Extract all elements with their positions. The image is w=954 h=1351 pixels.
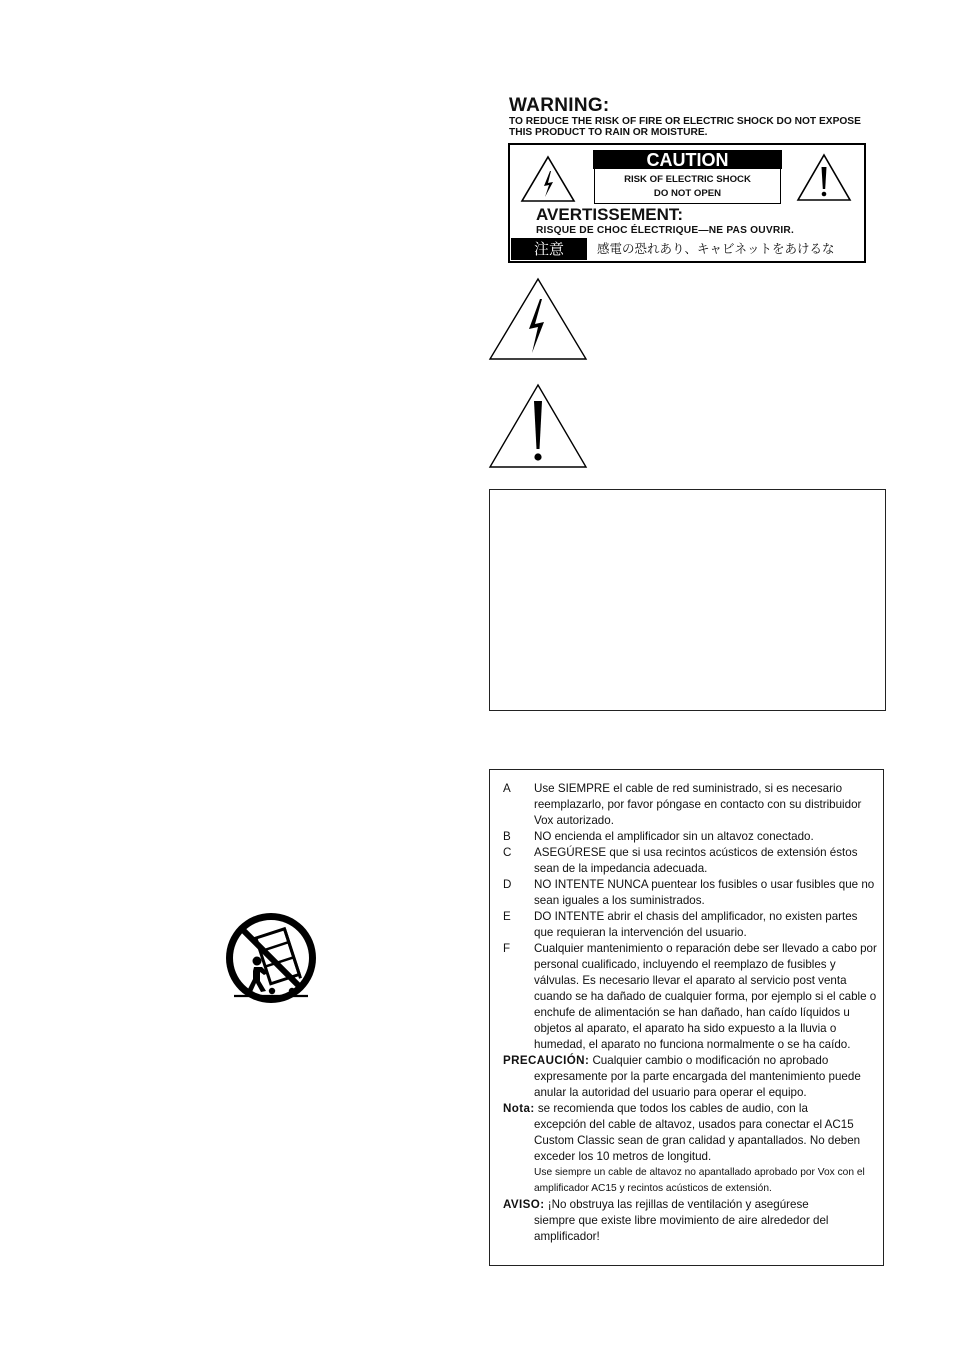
list-item-text: Use SIEMPRE el cable de red suministrado, si es necesario reemplazarlo, por favor póngase en contacto con su distribuidor Vox autorizado. — [534, 782, 862, 827]
avertissement-title: AVERTISSEMENT: — [536, 205, 684, 224]
aviso-label: AVISO: — [503, 1198, 545, 1211]
japanese-caution-text: 感電の恐れあり、キャビネットをあけるな — [597, 241, 835, 256]
list-item-text: NO encienda el amplificador sin un altavoz conectado. — [534, 830, 814, 843]
caution-line-2: DO NOT OPEN — [653, 188, 722, 199]
avertissement-text: RISQUE DE CHOC ÉLECTRIQUE—NE PAS OUVRIR. — [536, 225, 794, 236]
list-item-key: C — [503, 846, 512, 859]
spanish-safety-notes — [489, 769, 884, 1266]
aviso-text: siempre que existe libre movimiento de aire alrededor del amplificador! — [534, 1214, 829, 1243]
list-item — [503, 781, 879, 829]
lightning-triangle-icon — [520, 155, 576, 203]
list-item-key: D — [503, 878, 512, 891]
blank-notice-box — [489, 489, 886, 711]
exclamation-triangle-icon — [488, 383, 588, 469]
list-item-key: B — [503, 830, 511, 843]
warning-title: WARNING: — [509, 95, 610, 116]
aviso-note — [503, 1197, 879, 1245]
list-item — [503, 909, 879, 941]
list-item-key: E — [503, 910, 511, 923]
caution-label — [508, 143, 866, 263]
caution-line-1: RISK OF ELECTRIC SHOCK — [624, 174, 751, 185]
nota-text: excepción del cable de altavoz, usados para conectar el AC15 Custom Classic sean de gran calidad y apantallados. No deben exceder los 10 metros de longitud. — [534, 1118, 861, 1163]
warning-text: TO REDUCE THE RISK OF FIRE OR ELECTRIC SHOCK DO NOT EXPOSE THIS PRODUCT TO RAIN OR MOISTURE. — [509, 116, 861, 138]
caution-body — [594, 169, 781, 204]
precaucion-text: expresamente por la parte encargada del mantenimiento puede anular la autoridad del usuario para operar el equipo. — [534, 1070, 861, 1099]
nota-first-line: se recomienda que todos los cables de audio, con la — [537, 1102, 808, 1115]
list-item-key: F — [503, 942, 511, 955]
list-item — [503, 941, 879, 1053]
aviso-first-line: ¡No obstruya las rejillas de ventilación y asegúrese — [547, 1198, 809, 1211]
list-item-text: Cualquier mantenimiento o reparación debe ser llevado a cabo por personal cualificado, incluyendo el reemplazo de fusibles y válvulas. Es necesario llevar el aparato al servicio post venta cuando se ha dañado de cualquier forma, por ejemplo si el cable o enchufe de alimentación se han dañado, han caído líquidos u objetos al aparato, el aparato ha sido expuesto a la lluvia o humedad, el aparato no funciona normalmente o se ha caído. — [534, 942, 877, 1051]
nota-label: Nota: — [503, 1102, 535, 1115]
nota-small-text: Use siempre un cable de altavoz no apantallado aprobado por Vox con el amplificador AC15 y recintos acústicos de extensión. — [534, 1167, 865, 1194]
precaucion-label: PRECAUCIÓN: — [503, 1054, 590, 1067]
list-item-text: ASEGÚRESE que si usa recintos acústicos de extensión éstos sean de la impedancia adecuada. — [534, 846, 858, 875]
exclamation-triangle-icon — [796, 153, 852, 203]
list-item — [503, 877, 879, 909]
japanese-caution-label: 注意 — [511, 238, 587, 260]
precaucion-first-line: Cualquier cambio o modificación no aprobado — [592, 1054, 829, 1067]
list-item-text: DO INTENTE abrir el chasis del amplificador, no existen partes que requieran la intervención del usuario. — [534, 910, 858, 939]
list-item — [503, 829, 879, 845]
lightning-triangle-icon — [488, 277, 588, 361]
precaucion-note — [503, 1053, 879, 1101]
list-item-text: NO INTENTE NUNCA puentear los fusibles o usar fusibles que no sean iguales a los suministrados. — [534, 878, 875, 907]
list-item — [503, 845, 879, 877]
list-item-key: A — [503, 782, 511, 795]
nota-note — [503, 1101, 879, 1197]
cart-tip-over-icon — [224, 911, 318, 1005]
caution-header: CAUTION — [593, 150, 782, 169]
safety-list — [503, 781, 879, 1245]
